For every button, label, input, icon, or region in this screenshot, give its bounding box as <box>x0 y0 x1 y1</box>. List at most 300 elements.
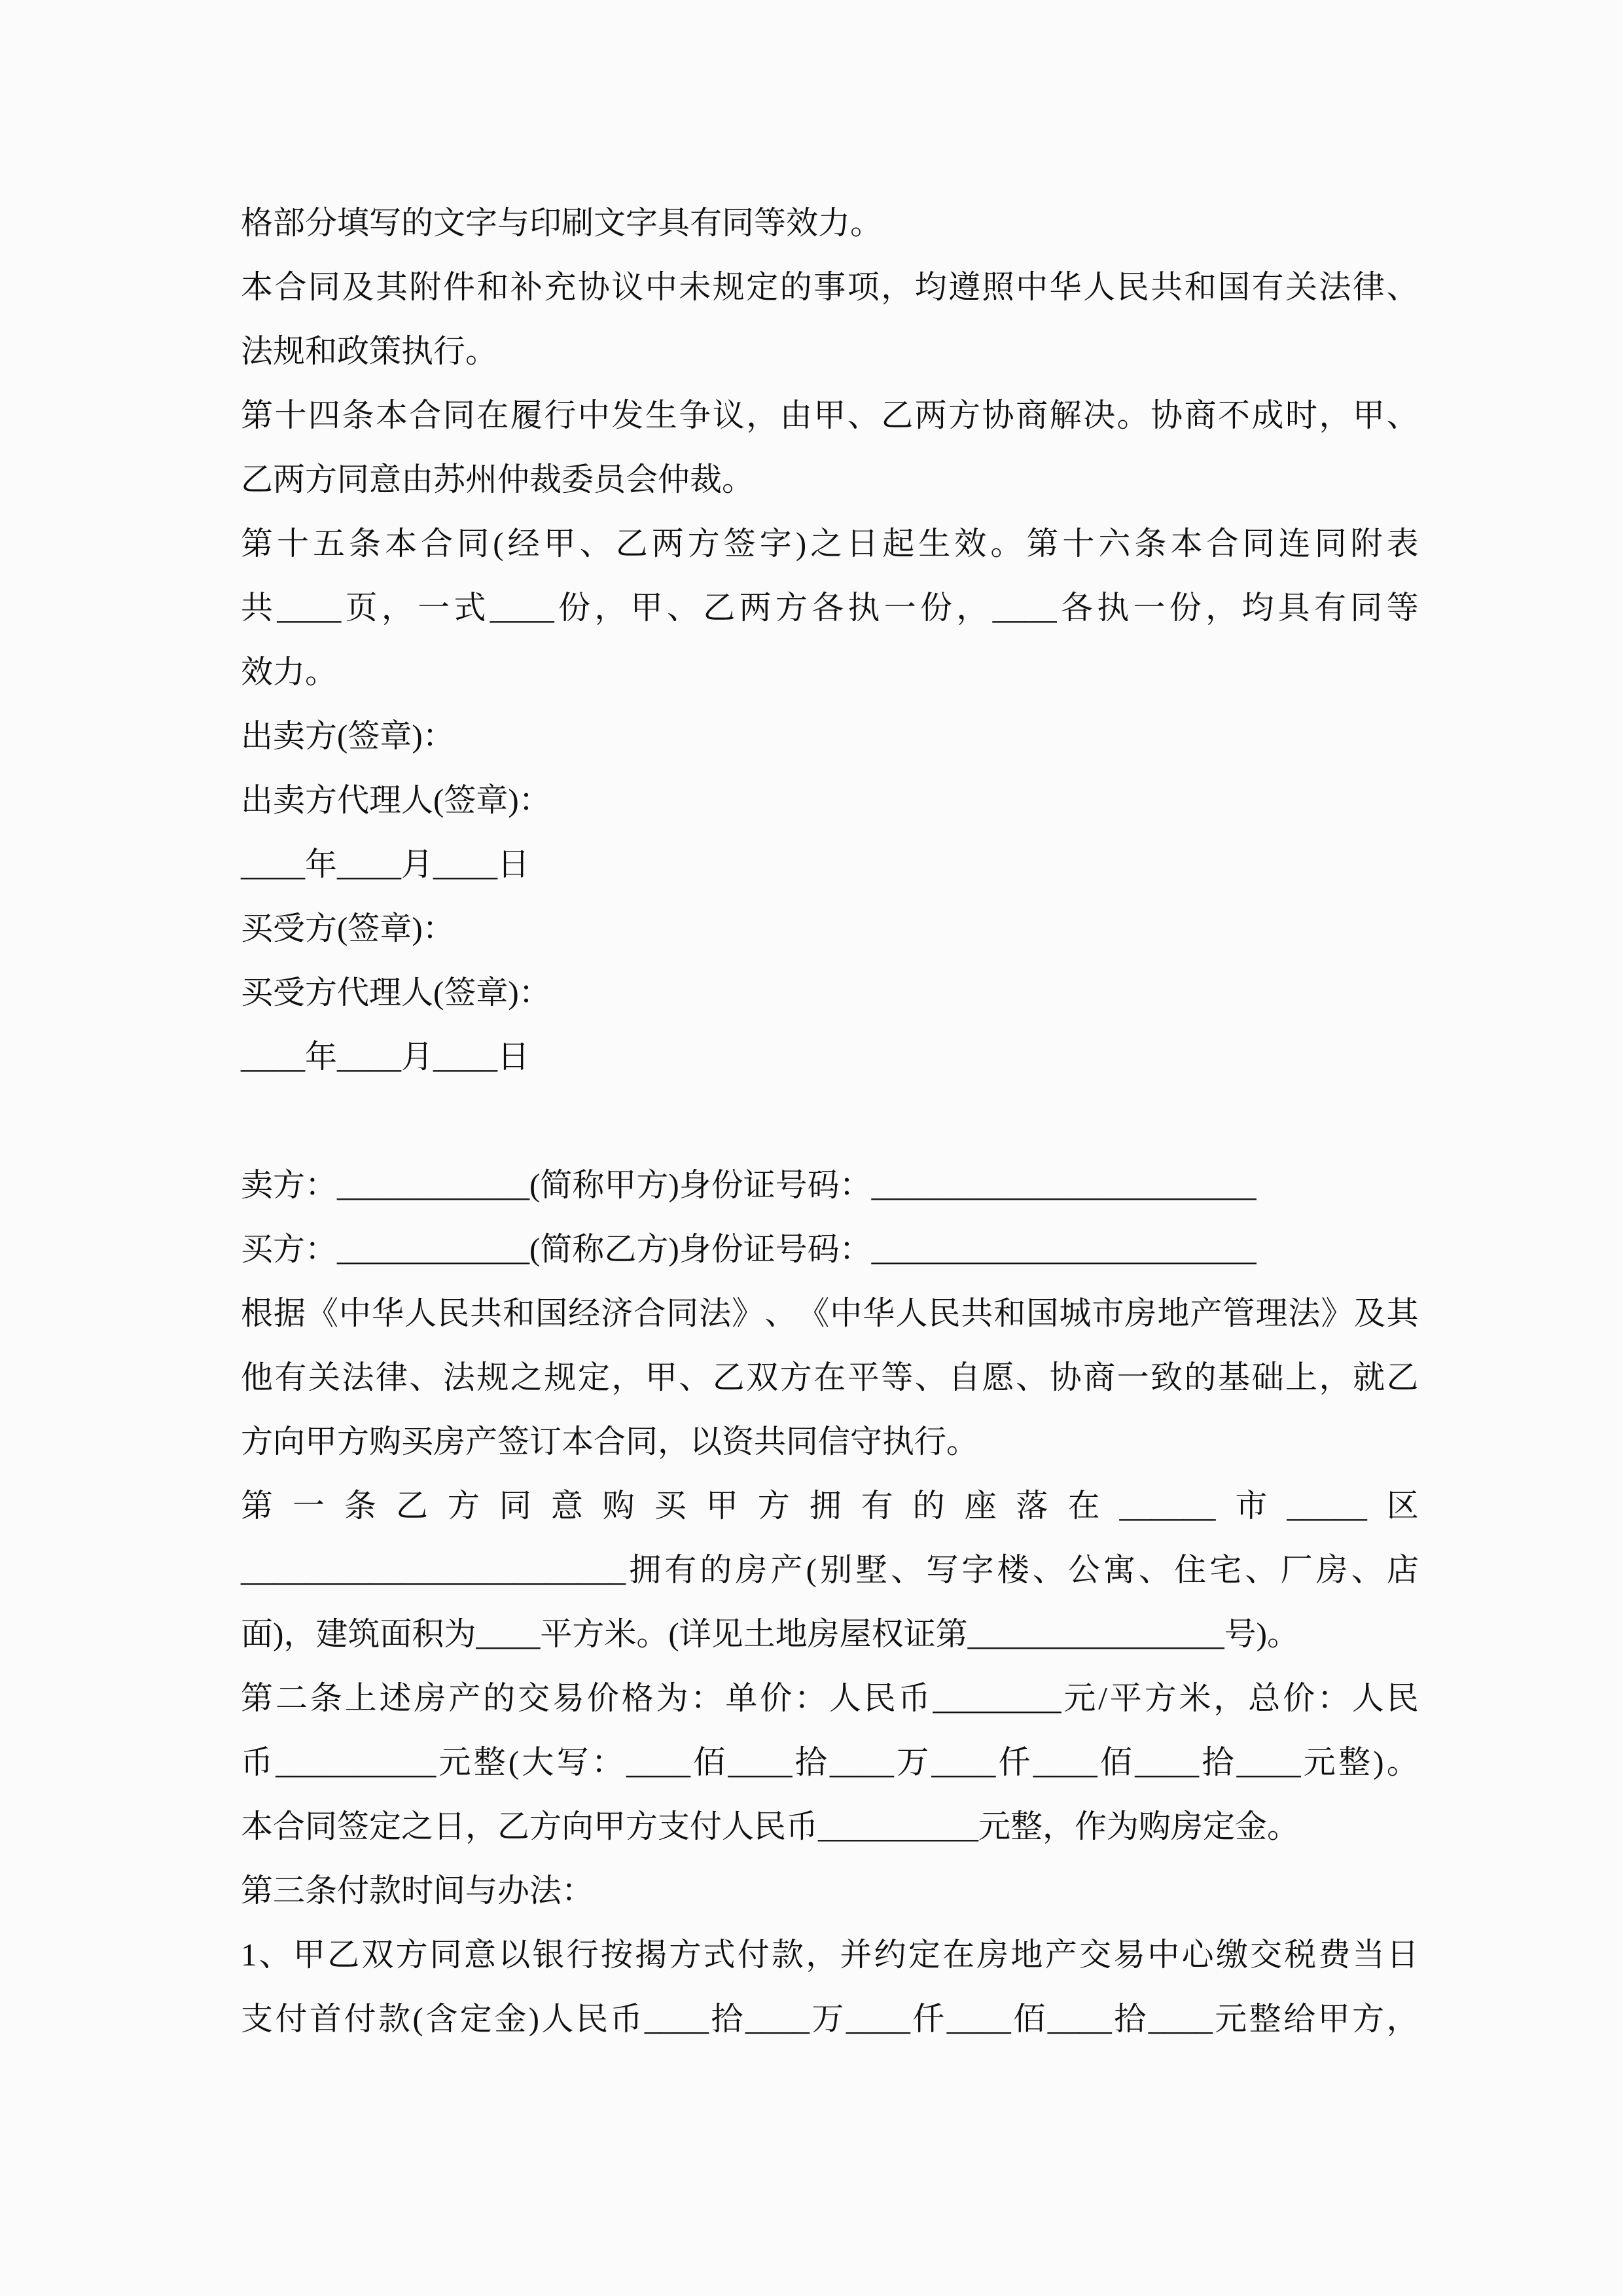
document-char: 、 <box>764 1295 797 1331</box>
document-char: 甲 <box>813 397 846 433</box>
document-char: 十 <box>274 397 307 433</box>
document-char: 人 <box>1083 269 1116 305</box>
document-char: 房 <box>735 1552 768 1588</box>
document-char: 法 <box>1319 269 1351 305</box>
document-char: 。 <box>1386 1744 1419 1780</box>
document-char: 经 <box>507 526 540 562</box>
document-char: 法 <box>1288 1295 1321 1331</box>
document-char: ， <box>594 590 627 626</box>
document-char: 合 <box>1206 526 1239 562</box>
document-line <box>241 1666 1419 1731</box>
document-char: 第 <box>1026 526 1059 562</box>
document-char: 方 <box>775 590 808 626</box>
document-char: 其 <box>1386 1295 1419 1331</box>
document-char: 方 <box>757 1488 790 1524</box>
document-char: 方 <box>395 1937 428 1973</box>
document-char: 、 <box>1245 1552 1277 1588</box>
document-char: 付 <box>275 2001 308 2037</box>
document-char: 双 <box>746 1359 779 1395</box>
document-char: 整 <box>1249 2001 1281 2037</box>
document-char: 款 <box>771 1937 804 1973</box>
document-char: 整 <box>1338 1744 1371 1780</box>
document-char: 厂 <box>1280 1552 1313 1588</box>
document-char: 为 <box>656 1680 688 1716</box>
document-char: 同 <box>1350 590 1383 626</box>
document-char: 、 <box>1351 1552 1383 1588</box>
document-char: 甲 <box>543 526 576 562</box>
document-char: 》 <box>1321 1295 1353 1331</box>
document-char: 项 <box>847 269 880 305</box>
document-char: ， <box>381 590 414 626</box>
document-char: 别 <box>820 1552 853 1588</box>
document-char: ， <box>1386 2001 1419 2037</box>
blank-underline: ____ <box>1236 1744 1301 1780</box>
document-char: 决 <box>1083 397 1116 433</box>
document-char: 民 <box>928 1295 961 1331</box>
document-char: 十 <box>277 526 310 562</box>
document-char: 店 <box>1386 1552 1419 1588</box>
document-char: 本 <box>375 397 408 433</box>
document-char: 、 <box>1016 1359 1048 1395</box>
document-char: / <box>1098 1680 1107 1716</box>
document-line: 买方：____________(简称乙方)身份证号码：________________________ <box>241 1231 1257 1267</box>
document-char: 乙 <box>615 526 648 562</box>
document-char: 字 <box>961 1552 994 1588</box>
blank-underline: __________ <box>276 1744 437 1780</box>
document-char: 双 <box>361 1937 394 1973</box>
contract-body <box>241 191 1419 2051</box>
document-char: 定 <box>908 1937 940 1973</box>
document-char: 。 <box>990 526 1023 562</box>
document-line: 格部分填写的文字与印刷文字具有同等效力。 <box>241 205 883 241</box>
document-char: 执 <box>847 590 880 626</box>
document-line: 方向甲方购买房产签订本合同，以资共同信守执行。 <box>241 1424 979 1460</box>
document-char: 华 <box>863 1295 895 1331</box>
document-char: 充 <box>544 269 577 305</box>
document-char: 华 <box>372 1295 404 1331</box>
document-char: 元 <box>1063 1680 1096 1716</box>
document-char: 条 <box>344 1488 376 1524</box>
document-char: 其 <box>375 269 408 305</box>
document-char: 和 <box>476 269 509 305</box>
document-char: 解 <box>1049 397 1082 433</box>
blank-underline: ________ <box>933 1680 1061 1716</box>
document-char: 万 <box>897 1744 929 1780</box>
document-char: 民 <box>863 1680 896 1716</box>
document-char: 合 <box>633 1295 666 1331</box>
document-char: 在 <box>476 397 509 433</box>
document-char: 执 <box>1097 590 1130 626</box>
document-char: 附 <box>1350 526 1383 562</box>
document-char: 附 <box>409 269 442 305</box>
document-line <box>241 512 1419 576</box>
document-char: 佰 <box>1013 2001 1046 2037</box>
document-char: 、 <box>1032 1552 1065 1588</box>
document-char: 均 <box>1241 590 1274 626</box>
document-char: 税 <box>1284 1937 1317 1973</box>
document-char: 定 <box>459 2001 492 2037</box>
document-char: 方 <box>779 1359 812 1395</box>
document-char: 公 <box>1067 1552 1100 1588</box>
document-char: 拥 <box>809 1488 842 1524</box>
document-char: 本 <box>1170 526 1203 562</box>
document-char: 费 <box>1318 1937 1351 1973</box>
document-char: 甲 <box>630 590 663 626</box>
document-char: 遵 <box>948 269 981 305</box>
document-char: 一 <box>883 590 916 626</box>
document-char: 生 <box>918 526 951 562</box>
document-char: 补 <box>510 269 543 305</box>
document-char: 在 <box>942 1937 975 1973</box>
document-char: 平 <box>1109 1680 1142 1716</box>
document-char: 条 <box>349 526 382 562</box>
document-char: ： <box>1317 1680 1349 1716</box>
document-char: 乙 <box>881 397 914 433</box>
document-char: 并 <box>840 1937 872 1973</box>
document-char: 揭 <box>635 1937 668 1973</box>
document-char: 法 <box>442 1359 475 1395</box>
document-char: 乙 <box>712 1359 745 1395</box>
document-line <box>241 1474 1419 1538</box>
document-char: 1 <box>241 1937 257 1973</box>
document-char: 甲 <box>645 1359 677 1395</box>
document-char: 等 <box>1386 590 1419 626</box>
document-char: 有 <box>861 1488 893 1524</box>
document-char: 、 <box>579 526 612 562</box>
document-char: 、 <box>666 590 699 626</box>
document-char: 同 <box>429 1937 462 1973</box>
blank-underline: ____ <box>931 1744 996 1780</box>
document-char: 含 <box>425 2001 458 2037</box>
document-char: 人 <box>895 1295 928 1331</box>
document-char: 和 <box>503 1295 535 1331</box>
document-char: 乙 <box>395 1488 428 1524</box>
document-char: 市 <box>1235 1488 1268 1524</box>
document-char: 金 <box>494 2001 527 2037</box>
document-char: 一 <box>1133 590 1166 626</box>
document-char: 四 <box>308 397 340 433</box>
document-char: 关 <box>1285 269 1318 305</box>
document-char: 方 <box>948 397 981 433</box>
document-char: 条 <box>310 1680 342 1716</box>
document-char: 规 <box>476 1359 509 1395</box>
document-char: 共 <box>961 1295 993 1331</box>
document-char: 日 <box>1386 1937 1419 1973</box>
document-char: 方 <box>1352 2001 1385 2037</box>
blank-underline: ____ <box>728 1744 793 1780</box>
document-char: 仟 <box>912 2001 945 2037</box>
document-char: 落 <box>1016 1488 1048 1524</box>
document-char: 银 <box>532 1937 565 1973</box>
document-char: ， <box>1213 1680 1246 1716</box>
document-char: 首 <box>309 2001 342 2037</box>
document-char: 议 <box>712 397 745 433</box>
blank-underline: ____ <box>1148 2001 1213 2037</box>
document-char: 座 <box>964 1488 997 1524</box>
document-char: 页 <box>345 590 378 626</box>
document-char: 商 <box>1083 1359 1116 1395</box>
document-char: 拾 <box>1202 1744 1234 1780</box>
document-char: 定 <box>746 269 779 305</box>
document-char: 甲 <box>1352 397 1385 433</box>
document-char: 法 <box>699 1295 732 1331</box>
blank-underline: ____ <box>626 1744 691 1780</box>
document-char: 第 <box>241 526 274 562</box>
document-char: 具 <box>1277 590 1310 626</box>
document-char: 及 <box>1353 1295 1386 1331</box>
document-char: 根 <box>241 1295 274 1331</box>
document-char: 人 <box>404 1295 437 1331</box>
document-char: 行 <box>566 1937 599 1973</box>
document-char: 两 <box>651 526 684 562</box>
document-char: 乙 <box>1386 1359 1419 1395</box>
document-char: 国 <box>1026 1295 1059 1331</box>
document-char: 条 <box>1134 526 1167 562</box>
document-char: ) <box>795 526 807 562</box>
document-char: 连 <box>1278 526 1311 562</box>
document-char: 字 <box>759 526 792 562</box>
document-char: 方 <box>447 1488 480 1524</box>
document-char: 、 <box>1386 269 1419 305</box>
document-char: 交 <box>1079 1937 1111 1973</box>
document-char: 心 <box>1181 1937 1214 1973</box>
document-char: 人 <box>1351 1680 1384 1716</box>
document-char: 五 <box>313 526 346 562</box>
document-char: 两 <box>914 397 947 433</box>
document-char: 的 <box>1184 1359 1217 1395</box>
document-char: 法 <box>342 1359 374 1395</box>
document-char: 。 <box>1116 397 1149 433</box>
document-line: 买受方代理人(签章)： <box>241 975 551 1011</box>
document-char: 在 <box>813 1359 846 1395</box>
document-line: ____年____月____日 <box>241 846 530 882</box>
document-char: 地 <box>1010 1937 1043 1973</box>
document-line <box>241 384 1419 448</box>
document-char: 大 <box>522 1744 554 1780</box>
document-char: 方 <box>687 526 720 562</box>
document-char: 《 <box>306 1295 339 1331</box>
document-char: 一 <box>1116 1359 1149 1395</box>
document-char: 共 <box>241 590 274 626</box>
document-char: 付 <box>344 2001 376 2037</box>
document-char: 价 <box>1283 1680 1315 1716</box>
document-char: 甲 <box>293 1937 325 1973</box>
document-char: 、 <box>679 1359 711 1395</box>
document-char: 第 <box>241 1680 274 1716</box>
document-line: 买受方(签章)： <box>241 910 455 946</box>
document-char: 方 <box>669 1937 702 1973</box>
document-char: 市 <box>1092 1295 1124 1331</box>
document-char: 、 <box>259 1937 291 1973</box>
blank-underline: ____ <box>946 2001 1011 2037</box>
document-char: 、 <box>409 1359 442 1395</box>
document-char: 未 <box>679 269 711 305</box>
document-line: 法规和政策执行。 <box>241 333 498 369</box>
document-char: 币 <box>898 1680 931 1716</box>
blank-underline: ____ <box>829 1744 894 1780</box>
document-char: ， <box>611 1359 644 1395</box>
document-char: 房 <box>1124 1295 1157 1331</box>
document-char: 签 <box>723 526 756 562</box>
document-char: 二 <box>275 1680 308 1716</box>
document-char: 的 <box>483 1680 516 1716</box>
document-char: 由 <box>779 397 812 433</box>
blank-underline: ____ <box>644 2001 709 2037</box>
document-line: 卖方：____________(简称甲方)身份证号码：________________________ <box>241 1167 1257 1203</box>
document-char: 管 <box>1222 1295 1255 1331</box>
blank-underline: _____ <box>1287 1488 1367 1524</box>
document-char: 格 <box>621 1680 654 1716</box>
document-char: 元 <box>1303 1744 1336 1780</box>
document-char: 一 <box>418 590 450 626</box>
document-line <box>241 1282 1419 1346</box>
document-line <box>241 255 1419 319</box>
document-char: 致 <box>1150 1359 1183 1395</box>
document-char: 均 <box>914 269 947 305</box>
document-char: 自 <box>948 1359 981 1395</box>
document-char: 米 <box>1179 1680 1211 1716</box>
document-line: 出卖方(签章)： <box>241 718 455 754</box>
document-char: 上 <box>344 1680 377 1716</box>
document-char: 有 <box>664 1552 697 1588</box>
document-char: 中 <box>1016 269 1048 305</box>
document-char: 同 <box>457 526 490 562</box>
document-char: 定 <box>577 1359 610 1395</box>
document-char: ： <box>690 1680 723 1716</box>
document-char: 墅 <box>855 1552 888 1588</box>
document-char: 事 <box>813 269 846 305</box>
document-char: 拾 <box>711 2001 743 2037</box>
document-char: 一 <box>292 1488 325 1524</box>
document-char: 款 <box>378 2001 410 2037</box>
document-char: 交 <box>1250 1937 1283 1973</box>
document-line: 乙两方同意由苏州仲裁委员会仲裁。 <box>241 461 755 497</box>
document-char: 份 <box>1169 590 1202 626</box>
document-char: 等 <box>881 1359 914 1395</box>
document-char: 中 <box>830 1295 863 1331</box>
document-char: ) <box>1373 1744 1384 1780</box>
document-char: 城 <box>1059 1295 1092 1331</box>
document-char: 的 <box>779 269 812 305</box>
document-char: 照 <box>982 269 1014 305</box>
document-char: 份 <box>920 590 953 626</box>
document-char: 第 <box>241 397 274 433</box>
document-char: 平 <box>847 1359 880 1395</box>
document-char: 楼 <box>997 1552 1029 1588</box>
document-char: 有 <box>1251 269 1284 305</box>
document-char: 成 <box>1251 397 1284 433</box>
document-char: 起 <box>882 526 915 562</box>
document-char: 约 <box>874 1937 906 1973</box>
document-char: 本 <box>241 269 274 305</box>
document-char: 、 <box>1139 1552 1171 1588</box>
document-char: 中 <box>577 397 610 433</box>
document-char: 缴 <box>1215 1937 1248 1973</box>
document-char: 在 <box>1067 1488 1100 1524</box>
document-char: 律 <box>375 1359 408 1395</box>
document-char: 给 <box>1283 2001 1316 2037</box>
document-char: 商 <box>1184 397 1217 433</box>
document-char: 十 <box>1062 526 1095 562</box>
document-char: 愿 <box>982 1359 1014 1395</box>
document-char: 之 <box>810 526 843 562</box>
document-char: 房 <box>1315 1552 1348 1588</box>
document-char: 万 <box>812 2001 844 2037</box>
document-char: 仟 <box>998 1744 1031 1780</box>
document-char: 房 <box>414 1680 446 1716</box>
document-char: 第 <box>241 1488 274 1524</box>
document-char: 拾 <box>1114 2001 1147 2037</box>
document-char: 本 <box>385 526 418 562</box>
document-char: 份 <box>558 590 591 626</box>
document-char: 支 <box>241 2001 274 2037</box>
blank-underline: ____ <box>1135 1744 1200 1780</box>
document-char: 单 <box>725 1680 758 1716</box>
document-char: ， <box>1319 397 1351 433</box>
document-char: 合 <box>274 269 307 305</box>
document-char: 和 <box>1184 269 1217 305</box>
document-char: 区 <box>1386 1488 1419 1524</box>
document-char: 产 <box>448 1680 481 1716</box>
document-char: 同 <box>1242 526 1275 562</box>
document-char: 共 <box>1150 269 1183 305</box>
document-line: 出卖方代理人(签章)： <box>241 782 551 818</box>
document-char: 中 <box>339 1295 372 1331</box>
document-char: 关 <box>308 1359 340 1395</box>
document-char: 、 <box>914 1359 947 1395</box>
document-char: 当 <box>1352 1937 1385 1973</box>
document-char: 各 <box>1060 590 1093 626</box>
document-char: 产 <box>1044 1937 1077 1973</box>
document-char: 产 <box>770 1552 803 1588</box>
document-char: 同 <box>666 1295 699 1331</box>
document-char: 人 <box>829 1680 861 1716</box>
document-char: 有 <box>1313 590 1346 626</box>
document-char: 日 <box>846 526 879 562</box>
document-line <box>241 1923 1419 1987</box>
document-char: 规 <box>544 1359 577 1395</box>
document-char: 有 <box>274 1359 307 1395</box>
document-char: ： <box>794 1680 827 1716</box>
document-char: 佰 <box>693 1744 726 1780</box>
document-char: ， <box>881 269 914 305</box>
document-char: 表 <box>1386 526 1419 562</box>
document-char: 式 <box>703 1937 736 1973</box>
document-char: 争 <box>679 397 711 433</box>
document-line <box>241 1987 1419 2051</box>
document-blank-line <box>241 1089 1419 1153</box>
document-char: 宅 <box>1209 1552 1242 1588</box>
document-char: 条 <box>342 397 374 433</box>
document-char: 乙 <box>703 590 736 626</box>
document-char: 和 <box>993 1295 1026 1331</box>
document-char: 中 <box>645 269 677 305</box>
document-char: 购 <box>602 1488 635 1524</box>
document-char: 合 <box>421 526 454 562</box>
blank-underline: ____ <box>745 2001 810 2037</box>
document-char: ( <box>493 526 504 562</box>
document-char: 华 <box>1049 269 1082 305</box>
document-line: 第三条付款时间与办法： <box>241 1873 594 1909</box>
document-char: 元 <box>1215 2001 1247 2037</box>
document-char: 的 <box>912 1488 945 1524</box>
document-line <box>241 576 1419 640</box>
document-char: 他 <box>241 1359 274 1395</box>
document-char: 人 <box>541 2001 574 2037</box>
blank-underline: ____ <box>277 590 342 626</box>
document-char: 生 <box>645 397 677 433</box>
document-char: 、 <box>1386 397 1419 433</box>
